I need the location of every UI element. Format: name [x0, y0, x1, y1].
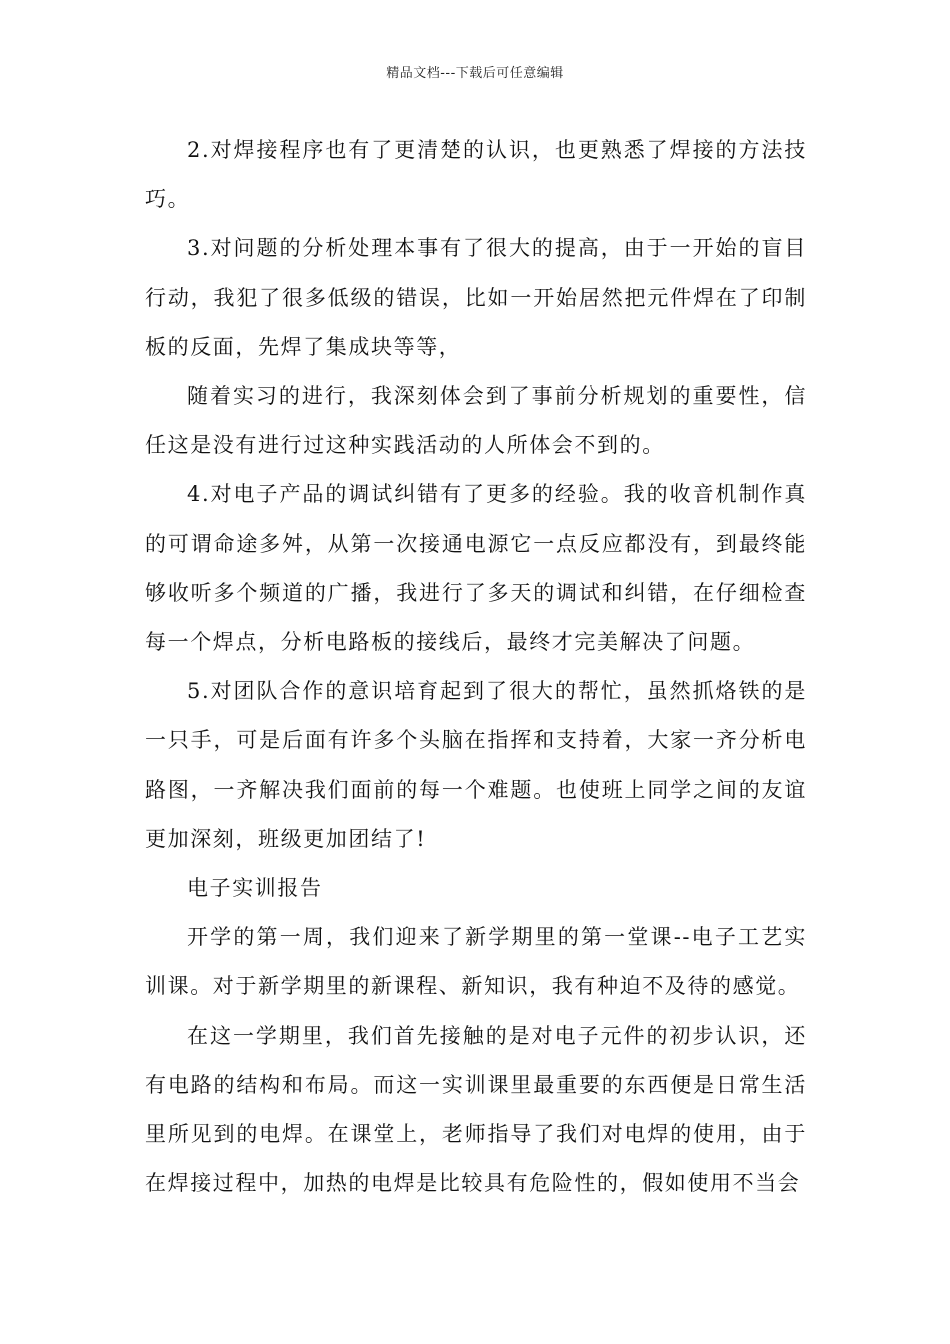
document-body [145, 126, 807, 1208]
paragraph-course-content: 在这一学期里，我们首先接触的是对电子元件的初步认识，还有电路的结构和布局。而这一实训课里最重要的东西便是日常生活里所见到的电焊。在课堂上，老师指导了我们对电焊的使用，由于在焊接过程中，加热的电焊是比较具有危险性的，假如使用不当会 [145, 1023, 807, 1196]
page-header: 精品文档---下载后可任意编辑 [386, 66, 564, 81]
paragraph-practice-reflection: 随着实习的进行，我深刻体会到了事前分析规划的重要性，信任这是没有进行过这种实践活动的人所体会不到的。 [145, 384, 807, 458]
paragraph-item-5: 5.对团队合作的意识培育起到了很大的帮忙，虽然抓烙铁的是一只手，可是后面有许多个头脑在指挥和支持着，大家一齐分析电路图，一齐解决我们面前的每一个难题。也使班上同学之间的友谊更加深刻，班级更加团结了! [145, 679, 807, 851]
paragraph-intro: 开学的第一周，我们迎来了新学期里的第一堂课--电子工艺实训课。对于新学期里的新课程、新知识，我有种迫不及待的感觉。 [145, 925, 807, 999]
paragraph-item-2: 2.对焊接程序也有了更清楚的认识，也更熟悉了焊接的方法技巧。 [145, 138, 807, 212]
section-title: 电子实训报告 [187, 876, 323, 901]
paragraph-item-3: 3.对问题的分析处理本事有了很大的提高，由于一开始的盲目行动，我犯了很多低级的错误，比如一开始居然把元件焊在了印制板的反面，先焊了集成块等等， [145, 236, 807, 359]
paragraph-item-4: 4.对电子产品的调试纠错有了更多的经验。我的收音机制作真的可谓命途多舛，从第一次接通电源它一点反应都没有，到最终能够收听多个频道的广播，我进行了多天的调试和纠错，在仔细检查每一个焊点，分析电路板的接线后，最终才完美解决了问题。 [145, 482, 807, 655]
